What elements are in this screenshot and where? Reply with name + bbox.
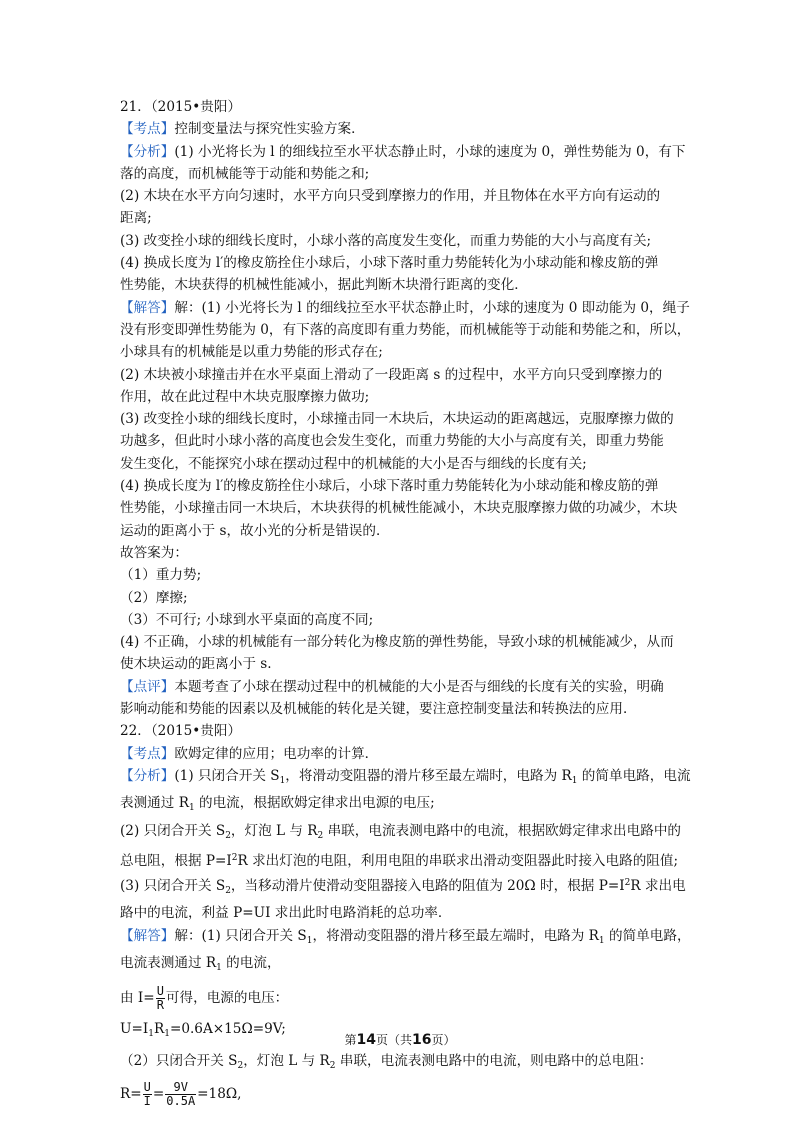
- page-number: 14: [356, 1032, 376, 1048]
- document-body: [120, 96, 691, 1108]
- q21-fenxi-line-2: 落的高度，而机械能等于动能和势能之和;: [120, 165, 370, 182]
- q21-fenxi-line-1: 【分析】(1) 小光将长为 l 的细线拉至水平状态静止时，小球的速度为 0，弹性势能为 0，有下: [120, 143, 686, 160]
- q22-fenxi-line-3: (2) 只闭合开关 $S_2$，灯泡 L 与 $R_2$ 串联，电流表测电路中的电流，根据欧姆定律求出电路中的: [120, 822, 682, 841]
- q21-jieda-line-2: 没有形变即弹性势能为 0，有下落的高度即有重力势能，而机械能等于动能和势能之和，所以，: [120, 321, 691, 338]
- q21-answer-3: （3）不可行; 小球到水平桌面的高度不同;: [120, 611, 374, 628]
- q21-answer-intro: 故答案为：: [120, 544, 188, 561]
- q21-fenxi-line-4: 距离;: [120, 210, 152, 227]
- kaodian-tag: 【考点】: [120, 745, 175, 762]
- fraction-9v-over-0.5a: $\frac{9V}{0.5A}$: [166, 1079, 196, 1108]
- q21-fenxi-line-7: 性势能，木块获得的机械性能减小，据此判断木块滑行距离的变化．: [120, 277, 528, 294]
- q22-jieda-line-5: （2）只闭合开关 $S_2$，灯泡 L 与 $R_2$ 串联，电流表测电路中的电流，则电路中的总电阻：: [120, 1052, 653, 1071]
- dianping-tag: 【点评】: [120, 678, 175, 695]
- q21-jieda-line-11: 运动的距离小于 s，故小光的分析是错误的．: [120, 522, 390, 539]
- q21-answer-4b: 使木块运动的距离小于 s.: [120, 656, 272, 673]
- q22-fenxi-line-1: 【分析】(1) 只闭合开关 $S_1$，将滑动变阻器的滑片移至最左端时，电路为 $R_1$ 的简单电路，电流: [120, 767, 691, 786]
- q22-fenxi-line-6: 路中的电流，利益 P=UI 求出此时电路消耗的总功率．: [120, 905, 452, 922]
- q22-formula-ohm: 由 I= $\frac{U}{R}$ 可得，电源的电压：: [120, 984, 289, 1013]
- q21-dianping-line-1: 【点评】本题考查了小球在摆动过程中的机械能的大小是否与细线的长度有关的实验，明确: [120, 678, 664, 695]
- q21-jieda-line-9: (4) 换成长度为 l′的橡皮筋拴住小球后，小球下落时重力势能转化为小球动能和橡皮筋的弹: [120, 478, 659, 495]
- q21-fenxi-line-3: (2) 木块在水平方向匀速时，水平方向只受到摩擦力的作用，并且物体在水平方向有运动的: [120, 188, 661, 205]
- kaodian-tag: 【考点】: [120, 121, 175, 138]
- fraction-u-over-r: $\frac{U}{R}$: [156, 984, 164, 1013]
- q21-kaodian: 【考点】控制变量法与探究性实验方案．: [120, 121, 365, 138]
- jieda-tag: 【解答】: [120, 299, 175, 316]
- q22-jieda-line-1: 【解答】解：(1) 只闭合开关 $S_1$，将滑动变阻器的滑片移至最左端时，电路为 $R_1$ 的简单电路，: [120, 927, 691, 946]
- q22-kaodian: 【考点】欧姆定律的应用；电功率的计算．: [120, 745, 379, 762]
- q21-jieda-line-6: (3) 改变拴小球的细线长度时，小球撞击同一木块后，木块运动的距离越远，克服摩擦力做的: [120, 411, 674, 428]
- q21-jieda-line-1: 【解答】解：(1) 小光将长为 l 的细线拉至水平状态静止时，小球的速度为 0 即动能为 0，绳子: [120, 299, 690, 316]
- page-total: 16: [412, 1032, 432, 1048]
- q21-jieda-line-3: 小球具有的机械能是以重力势能的形式存在;: [120, 344, 383, 361]
- q21-jieda-line-8: 发生变化，不能探究小球在摆动过程中的机械能的大小是否与细线的长度有关;: [120, 455, 587, 472]
- q21-answer-4a: (4) 不正确，小球的机械能有一部分转化为橡皮筋的弹性势能，导致小球的机械能减少，从而: [120, 634, 674, 651]
- q21-jieda-line-10: 性势能，小球撞击同一木块后，木块获得的机械性能减小，木块克服摩擦力做的功减少，木块: [120, 500, 678, 517]
- fenxi-tag: 【分析】: [120, 767, 175, 784]
- q22-jieda-line-2: 电流表测通过 $R_1$ 的电流，: [120, 954, 281, 973]
- q21-answer-1: （1）重力势;: [120, 567, 202, 584]
- q21-header: 21．（2015•贵阳）: [120, 99, 242, 115]
- q22-resistance-calc: R= $\frac{U}{I}$ = $\frac{9V}{0.5A}$ =18Ω,: [120, 1079, 242, 1108]
- q22-fenxi-line-4: 总电阻，根据 $P=I^2R$ 求出灯泡的电阻，利用电阻的串联求出滑动变阻器此时接入电路的阻值;: [120, 852, 679, 869]
- q21-fenxi-line-6: (4) 换成长度为 l′的橡皮筋拴住小球后，小球下落时重力势能转化为小球动能和橡皮筋的弹: [120, 255, 659, 272]
- q22-voltage-calc: $U=I_1R_1=0.6A\times 15\Omega=9V$;: [120, 1021, 286, 1040]
- q21-answer-2: （2）摩擦;: [120, 589, 188, 606]
- q21-dianping-line-2: 影响动能和势能的因素以及机械能的转化是关键，要注意控制变量法和转换法的应用．: [120, 701, 637, 718]
- q21-jieda-line-4: (2) 木块被小球撞击并在水平桌面上滑动了一段距离 s 的过程中，水平方向只受到摩擦力的: [120, 366, 663, 383]
- jieda-tag: 【解答】: [120, 927, 175, 944]
- page-footer: 第14页（共16页）: [344, 1032, 456, 1048]
- fenxi-tag: 【分析】: [120, 143, 175, 160]
- q21-jieda-line-5: 作用，故在此过程中木块克服摩擦力做功;: [120, 388, 370, 405]
- q22-fenxi-line-5: (3) 只闭合开关 $S_2$，当移动滑片使滑动变阻器接入电路的阻值为 20Ω 时，根据 $P=I^2R$ 求出电: [120, 878, 686, 897]
- q22-fenxi-line-2: 表测通过 $R_1$ 的电流，根据欧姆定律求出电源的电压;: [120, 795, 435, 814]
- q21-fenxi-line-5: (3) 改变拴小球的细线长度时，小球小落的高度发生变化，而重力势能的大小与高度有关;: [120, 232, 652, 249]
- fraction-u-over-i: $\frac{U}{I}$: [143, 1079, 151, 1108]
- q21-jieda-line-7: 功越多，但此时小球小落的高度也会发生变化，而重力势能的大小与高度有关，即重力势能: [120, 433, 664, 450]
- q22-header: 22．（2015•贵阳）: [120, 723, 242, 740]
